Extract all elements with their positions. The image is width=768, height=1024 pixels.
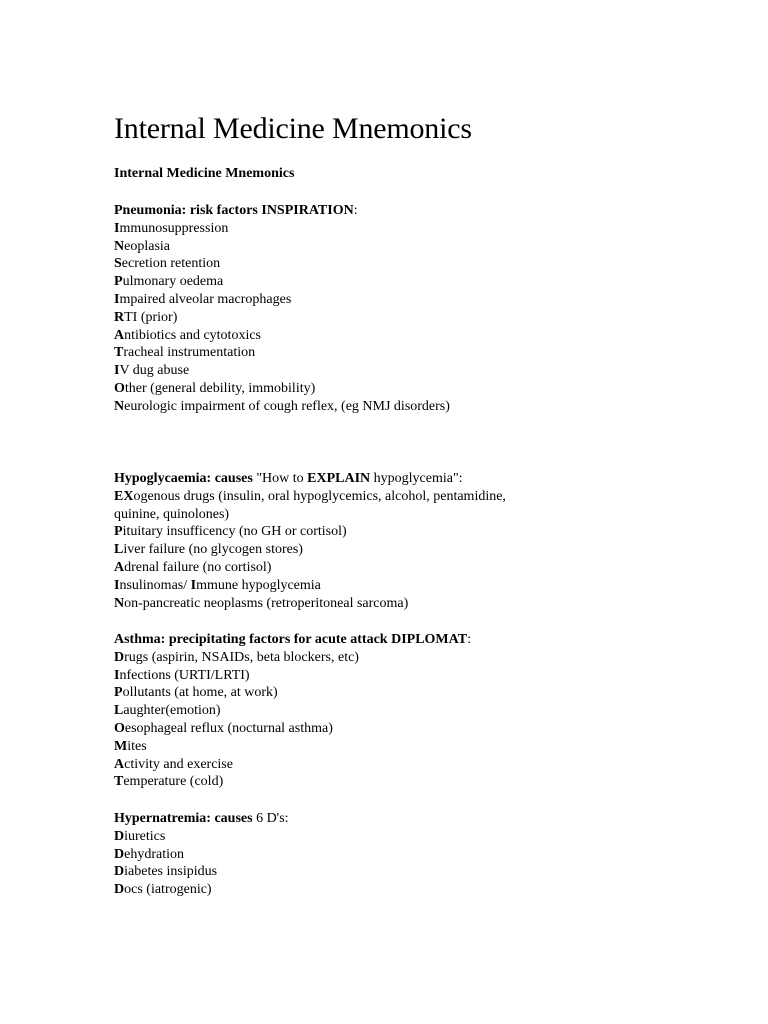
section-hypernatremia xyxy=(114,810,544,899)
item-initial: R xyxy=(114,309,125,325)
section-heading xyxy=(114,631,544,649)
item-initial: O xyxy=(114,380,125,396)
section-pneumonia xyxy=(114,202,544,416)
item-initial: L xyxy=(114,703,124,719)
item-initial: O xyxy=(114,720,125,736)
item-text: ntibiotics and cytotoxics xyxy=(124,327,261,343)
item-initial: I xyxy=(114,577,120,593)
heading-suffix: 6 D's: xyxy=(252,811,289,826)
list-item xyxy=(114,667,544,685)
list-item xyxy=(114,238,544,256)
item-text: ther (general debility, immobility) xyxy=(124,380,316,396)
item-text: mmunosuppression xyxy=(119,220,229,236)
list-item xyxy=(114,255,544,273)
item-initial: D xyxy=(114,846,125,862)
item-text-2: mmune hypoglycemia xyxy=(196,577,321,593)
item-text: aughter(emotion) xyxy=(123,703,221,719)
item-initial: N xyxy=(114,238,125,254)
item-initial: T xyxy=(114,345,124,361)
item-text: ctivity and exercise xyxy=(124,756,233,772)
item-initial: P xyxy=(114,274,123,290)
list-item xyxy=(114,344,544,362)
list-item xyxy=(114,273,544,291)
item-text: iabetes insipidus xyxy=(124,864,218,880)
item-text: nfections (URTI/LRTI) xyxy=(119,667,250,683)
item-text: nsulinomas/ xyxy=(119,577,191,593)
item-initial: S xyxy=(114,256,122,272)
item-initial: N xyxy=(114,398,125,414)
list-item xyxy=(114,881,544,899)
item-text: iuretics xyxy=(124,828,166,844)
heading-label: Hypoglycaemia: causes xyxy=(114,471,253,486)
heading-label: Hypernatremia: causes xyxy=(114,811,253,826)
item-text: esophageal reflux (nocturnal asthma) xyxy=(124,720,333,736)
item-text: ulmonary oedema xyxy=(122,274,224,290)
section-asthma xyxy=(114,631,544,791)
item-initial: N xyxy=(114,595,125,611)
list-item xyxy=(114,649,544,667)
heading-acronym: EXPLAIN xyxy=(307,471,371,486)
item-initial: P xyxy=(114,685,123,701)
section-heading xyxy=(114,470,544,488)
item-text: emperature (cold) xyxy=(123,774,224,790)
item-text: ecretion retention xyxy=(121,256,221,272)
item-text: V dug abuse xyxy=(119,363,190,379)
list-item xyxy=(114,738,544,756)
item-initial: A xyxy=(114,756,125,772)
heading-label: Pneumonia: risk factors INSPIRATION xyxy=(114,203,354,218)
item-initial: I xyxy=(114,220,120,236)
list-item xyxy=(114,220,544,238)
item-initial: I xyxy=(114,363,120,379)
item-initial: I xyxy=(114,667,120,683)
item-initial-2: I xyxy=(190,577,197,593)
section-heading xyxy=(114,202,544,220)
item-text: TI (prior) xyxy=(124,309,178,325)
list-item xyxy=(114,523,544,541)
item-initial: A xyxy=(114,559,125,575)
heading-suffix: : xyxy=(353,203,358,218)
item-initial: D xyxy=(114,864,125,880)
item-text: iver failure (no glycogen stores) xyxy=(123,542,303,558)
list-item xyxy=(114,488,544,524)
list-item xyxy=(114,309,544,327)
item-initial: D xyxy=(114,828,125,844)
item-initial: L xyxy=(114,542,124,558)
heading-label: Asthma: precipitating factors for acute attack DIPLOMAT xyxy=(114,632,468,647)
list-item xyxy=(114,684,544,702)
section-heading xyxy=(114,810,544,828)
document-title: Internal Medicine Mnemonics xyxy=(114,112,472,145)
item-initial: D xyxy=(114,882,125,898)
item-text: racheal instrumentation xyxy=(123,345,256,361)
list-item xyxy=(114,846,544,864)
list-item xyxy=(114,362,544,380)
item-text: ehydration xyxy=(124,846,184,862)
list-item xyxy=(114,773,544,791)
item-text: drenal failure (no cortisol) xyxy=(124,559,272,575)
item-text: eoplasia xyxy=(124,238,170,254)
list-item xyxy=(114,541,544,559)
item-initial: I xyxy=(114,291,120,307)
item-text: eurologic impairment of cough reflex, (eg NMJ disorders) xyxy=(124,398,450,414)
list-item xyxy=(114,702,544,720)
item-text: mpaired alveolar macrophages xyxy=(119,291,292,307)
item-text: ituitary insufficency (no GH or cortisol) xyxy=(122,524,347,540)
item-text: ites xyxy=(127,738,147,754)
list-item xyxy=(114,756,544,774)
heading-suffix: : xyxy=(467,632,471,647)
document-subtitle: Internal Medicine Mnemonics xyxy=(114,166,295,181)
item-text: rugs (aspirin, NSAIDs, beta blockers, etc) xyxy=(124,649,359,665)
heading-suffix: hypoglycemia": xyxy=(370,471,463,486)
item-text: ogenous drugs (insulin, oral hypoglycemics, alcohol, pentamidine, quinine, quinolones) xyxy=(114,488,506,522)
item-initial: A xyxy=(114,327,125,343)
list-item xyxy=(114,863,544,881)
heading-text: "How to xyxy=(252,471,308,486)
item-text: ollutants (at home, at work) xyxy=(122,685,278,701)
item-initial: D xyxy=(114,649,125,665)
item-text: ocs (iatrogenic) xyxy=(124,882,212,898)
item-initial: EX xyxy=(114,488,134,504)
list-item xyxy=(114,828,544,846)
list-item xyxy=(114,327,544,345)
list-item xyxy=(114,577,544,595)
list-item xyxy=(114,380,544,398)
item-initial: P xyxy=(114,524,123,540)
item-initial: M xyxy=(114,738,128,754)
list-item xyxy=(114,291,544,309)
list-item xyxy=(114,720,544,738)
list-item xyxy=(114,398,544,416)
item-initial: T xyxy=(114,774,124,790)
section-hypoglycaemia xyxy=(114,470,544,612)
list-item xyxy=(114,595,544,613)
item-text: on-pancreatic neoplasms (retroperitoneal sarcoma) xyxy=(124,595,409,611)
list-item xyxy=(114,559,544,577)
